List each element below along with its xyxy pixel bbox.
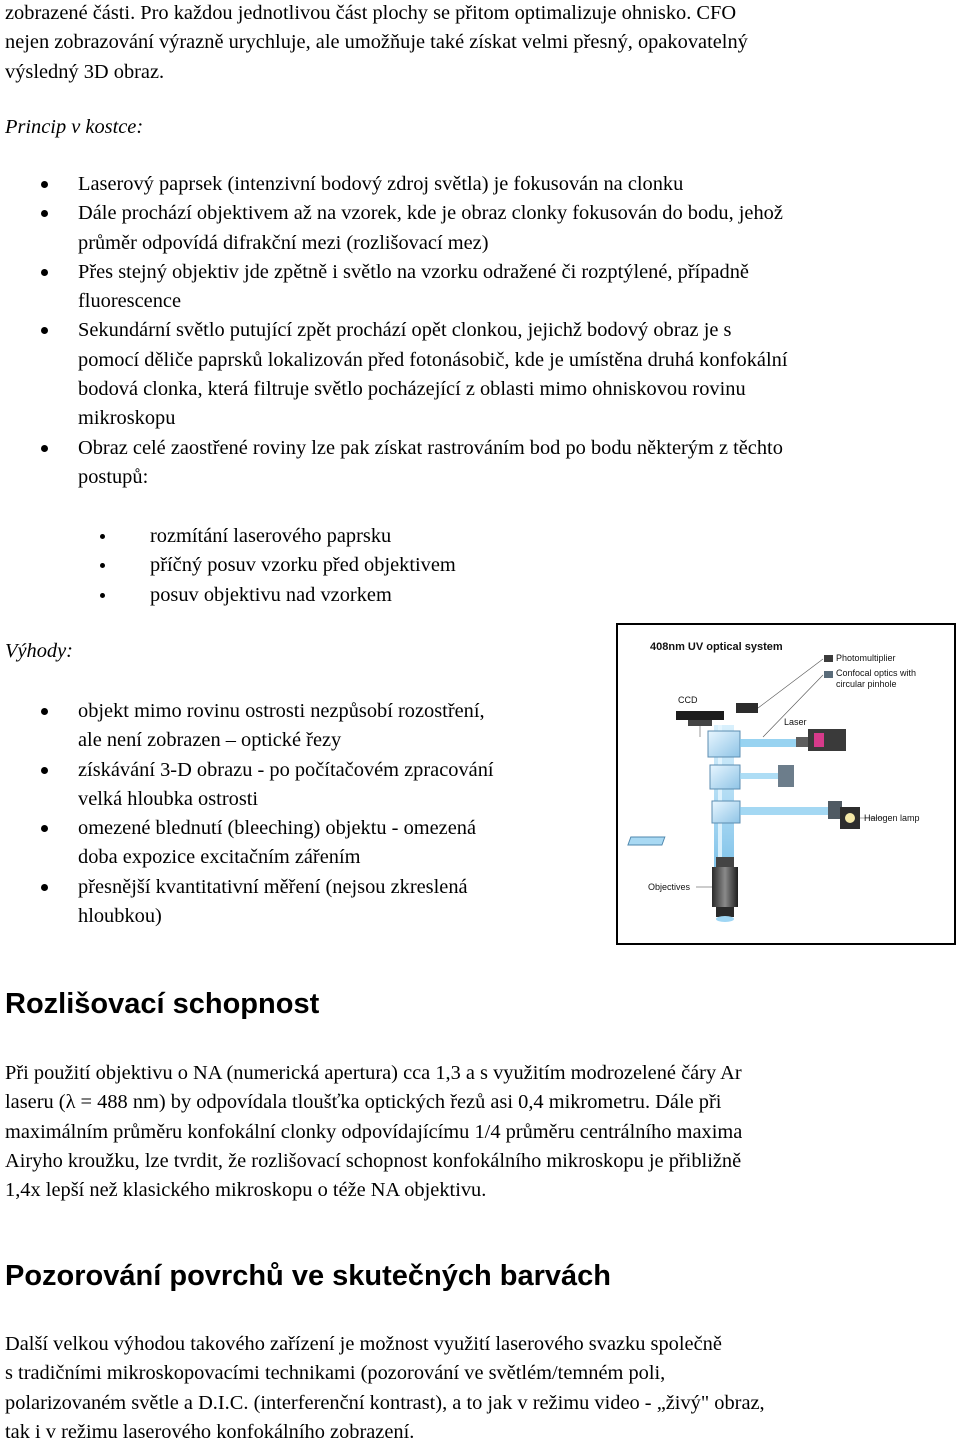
confocal-label: Confocal optics with <box>836 668 917 678</box>
true-color-heading: Pozorování povrchů ve skutečných barvách <box>5 1260 611 1292</box>
laser-label: Laser <box>784 717 807 727</box>
resolution-heading: Rozlišovací schopnost <box>5 988 320 1020</box>
list-item: Přes stejný objektiv jde zpětně i světlo na vzorku odražené či rozptýlené, případně fluorescence <box>5 258 950 317</box>
intro-line: nejen zobrazování výrazně urychluje, ale umožňuje také získat velmi přesný, opakovatelný <box>5 31 748 54</box>
advantages-heading: Výhody: <box>5 640 73 662</box>
list-item: Sekundární světlo putující zpět prochází opět clonkou, jejichž bodový obraz je s pomocí děliče paprsků lokalizován před fotonásobič, kde je umístěna druhá konfokální bodová clonka, která filtruje světlo pocházející z oblasti mimo ohniskovou rovinu mikroskopu <box>5 316 950 433</box>
intro-line: zobrazené části. Pro každou jednotlivou část plochy se přitom optimalizuje ohnisko. CFO <box>5 2 737 24</box>
confocal-label-line2: circular pinhole <box>836 679 897 689</box>
sub-list-item: příčný posuv vzorku před objektivem <box>5 551 456 580</box>
confocal-legend-icon <box>824 671 833 678</box>
intro-paragraph <box>5 0 945 87</box>
photomultiplier-legend-icon <box>824 655 833 662</box>
true-color-paragraph: Další velkou výhodou takového zařízení je možnost využití laserového svazku společně s tradičními mikroskopovacími technikami (pozorování ve světlém/temném poli, polarizovaném světle a D.I.C. (interferenční kontrast), a to jak v režimu video - „živý" obraz, tak i v režimu laserového konfokálního zobrazení. <box>5 1333 765 1443</box>
photomultiplier-icon <box>736 703 758 713</box>
ccd-label: CCD <box>678 695 698 705</box>
list-item: přesnější kvantitativní měření (nejsou zkreslená hloubkou) <box>5 873 605 932</box>
lens-icon <box>778 765 794 787</box>
principle-heading: Princip v kostce: <box>5 116 144 138</box>
list-item: omezené blednutí (bleeching) objektu - omezená doba expozice excitačním zářením <box>5 814 605 873</box>
optical-system-figure <box>616 623 956 945</box>
beam-splitter-icon <box>710 765 740 789</box>
objective-icon <box>712 867 738 907</box>
list-item: získávání 3-D obrazu - po počítačovém zpracování velká hloubka ostrosti <box>5 756 605 815</box>
beam-splitter-icon <box>712 801 740 823</box>
list-item: Obraz celé zaostřené roviny lze pak získat rastrováním bod po bodu některým z těchto postupů: <box>5 434 950 493</box>
sub-list-item: posuv objektivu nad vzorkem <box>5 581 456 610</box>
list-item: objekt mimo rovinu ostrosti nezpůsobí rozostření, ale není zobrazen – optické řezy <box>5 697 605 756</box>
list-item: Laserový paprsek (intenzivní bodový zdroj světla) je fokusován na clonku <box>5 170 950 199</box>
list-item: Dále prochází objektivem až na vzorek, kde je obraz clonky fokusován do bodu, jehož průměr odpovídá difrakční mezi (rozlišovací mez) <box>5 199 950 258</box>
photomultiplier-label: Photomultiplier <box>836 653 896 663</box>
objectives-label: Objectives <box>648 882 691 892</box>
resolution-paragraph: Při použití objektivu o NA (numerická apertura) cca 1,3 a s využitím modrozelené čáry Ar laseru (λ = 488 nm) by odpovídala tloušťka optických řezů asi 0,4 mikrometru. Dále při maximálním průměru konfokální clonky odpovídajícímu 1/4 průměru centrálního maxima Airyho kroužku, lze tvrdit, že rozlišovací schopnost konfokálního mikroskopu je přibližně 1,4x lepší než klasického mikroskopu o téže NA objektivu. <box>5 1062 743 1202</box>
principle-list <box>5 170 950 492</box>
scan-methods-list <box>5 522 456 610</box>
advantages-list <box>5 697 605 931</box>
beam-splitter-icon <box>708 731 740 757</box>
laser-icon <box>808 729 846 751</box>
sub-list-item: rozmítání laserového paprsku <box>5 522 456 551</box>
figure-title: 408nm UV optical system <box>650 641 783 653</box>
ccd-camera-icon <box>676 711 724 720</box>
intro-line: výsledný 3D obraz. <box>5 60 165 83</box>
halogen-lamp-label: Halogen lamp <box>864 813 920 823</box>
